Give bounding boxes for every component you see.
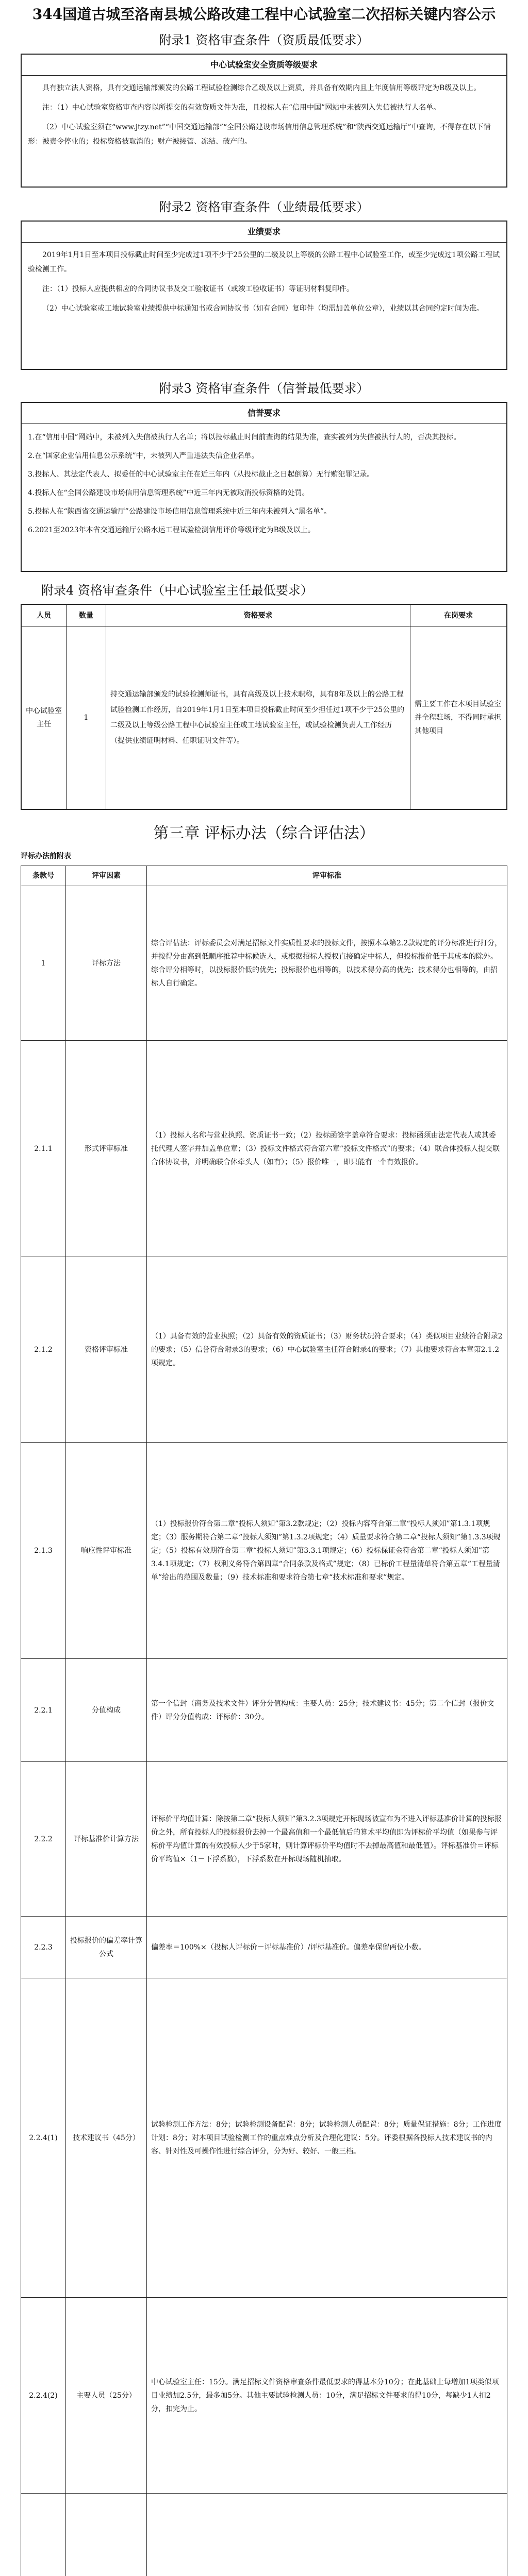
evaluation-standard: 综合评估法：评标委员会对满足招标文件实质性要求的投标文件，按照本章第2.2款规定的评分标准进行打分，并按得分由高到低顺序推荐中标候选人，或根据招标人授权直接确定中标人，但投标报价低于其成本的除外。综合评分相等时，以投标报价低的优先；投标报价也相等的，以技术得分高的优先；技术得分也相等的，由招标人自行确定。 [147,886,507,1041]
chapter3-title: 第三章 评标办法（综合评估法） [153,824,375,842]
appendix4-header-row [22,605,507,626]
appendix4-count: 1 [67,626,106,809]
appendix4-header: 数量 [67,605,106,626]
appendix3-item: 1.在“信用中国”网站中，未被列入失信被执行人名单；将以投标截止时间前查询的结果为准，查实被列为失信被执行人的，否决其投标。 [28,433,461,442]
appendix4-table-wrap [21,604,507,810]
evaluation-clause [21,2494,66,2576]
evaluation-standard: 中心试验室主任：15分。满足招标文件资格审查条件最低要求的得基本分10分；在此基础上每增加1项类似项目业绩加2.5分，最多加5分。其他主要试验检测人员：10分，满足招标文件要求的得10分，每缺少1人扣2分，扣完为止。 [147,2298,507,2494]
appendix1-box-title: 中心试验室安全资质等级要求 [22,55,506,76]
evaluation-row [21,1443,507,1659]
evaluation-clause: 2.2.4(1) [21,1978,66,2298]
appendix3-box [21,402,507,572]
evaluation-standard: 偏差率＝100%×（投标人评标价－评标基准价）/评标基准价。偏差率保留两位小数。 [147,1917,507,1978]
evaluation-clause: 2.2.1 [21,1659,66,1762]
evaluation-standard: 评标价平均值计算：除按第二章“投标人须知”第3.2.3项规定开标现场被宣布为不进入评标基准价计算的投标报价之外，所有投标人的投标报价去掉一个最高值和一个最低值后的算术平均值即为评标价平均值（如果参与评标价平均值计算的有效投标人少于5家时，则计算评标价平均值时不去掉最高值和最低值）。评标基准价＝评标价平均值×（1－下浮系数），下浮系数在开标现场随机抽取。 [147,1762,507,1917]
appendix4-header: 资格要求 [106,605,410,626]
evaluation-row [21,1041,507,1257]
evaluation-header-row [21,866,507,886]
evaluation-row [21,1257,507,1443]
appendix4-row [22,626,507,809]
appendix3-item: 2.在“国家企业信用信息公示系统”中，未被列入严重违法失信企业名单。 [28,452,259,460]
evaluation-standard: 试验检测工作方法：8分；试验检测设备配置：8分；试验检测人员配置：8分；质量保证措施：8分；工作进度计划：8分；对本项目试验检测工作的重点难点分析及合理化建议：5分。评委根据各投标人技术建议书的内容、针对性及可操作性进行综合评分，分为好、较好、一般三档。 [147,1978,507,2298]
evaluation-standard [147,2494,507,2576]
evaluation-header: 评审因素 [66,866,147,886]
appendix3-box-title: 信誉要求 [22,403,506,424]
appendix3-title: 附录3 资格审查条件（信誉最低要求） [159,381,369,396]
evaluation-clause: 2.2.4(2) [21,2298,66,2494]
evaluation-clause: 2.1.3 [21,1443,66,1659]
evaluation-row [21,1659,507,1762]
evaluation-row [21,2298,507,2494]
appendix3-item: 6.2021至2023年本省交通运输厅公路水运工程试验检测信用评价等级评定为B级及以上。 [28,526,315,534]
evaluation-row [21,886,507,1041]
appendix1-paragraph: 具有独立法人资格，具有交通运输部颁发的公路工程试验检测综合乙级及以上资质，并具备有效期内且上年度信用等级评定为B级及以上。 [42,84,481,92]
evaluation-standard: （1）投标人名称与营业执照、资质证书一致；（2）投标函签字盖章符合要求：投标函须由法定代表人或其委托代理人签字并加盖单位章；（3）投标文件格式符合第六章“投标文件格式”的要求；（4）联合体投标人提交联合体协议书，并明确联合体牵头人（如有）；（5）报价唯一，即只能有一个有效报价。 [147,1041,507,1257]
evaluation-factor [66,2494,147,2576]
appendix4-table [21,604,507,809]
evaluation-factor: 投标报价的偏差率计算公式 [66,1917,147,1978]
chapter3-subhead: 评标办法前附表 [21,852,71,860]
evaluation-row [21,1978,507,2298]
appendix2-paragraph: 2019年1月1日至本项目投标截止时间至少完成过1项不少于25公里的二级及以上等级的公路工程中心试验室工作，或至少完成过1项公路工程试验检测工作。 [28,251,500,274]
appendix1-paragraph: （2）中心试验室须在“www.jtzy.net”“中国交通运输部”“全国公路建设市场信用信息管理系统”和“陕西交通运输厅”中查询，不得存在以下情形：被责令停业的；投标资格被取消的；财产被接管、冻结、破产的。 [28,123,491,146]
appendix3-item: 3.投标人、其法定代表人、拟委任的中心试验室主任在近三年内（从投标截止之日起倒算）无行贿犯罪记录。 [28,470,374,479]
appendix4-requirements: 持交通运输部颁发的试验检测师证书，具有高级及以上技术职称，具有8年及以上的公路工程试验检测工作经历，自2019年1月1日至本项目投标截止时间至少担任过1项不少于25公里的二级及以上等级公路工程中心试验室主任或工地试验室主任，或试验检测负责人工作经历（提供业绩证明材料、任职证明文件等）。 [106,626,410,809]
evaluation-header: 评审标准 [147,866,507,886]
appendix1-box [21,54,507,188]
evaluation-row [21,1917,507,1978]
appendix2-box [21,221,507,370]
appendix4-person: 中心试验室主任 [22,626,67,809]
evaluation-factor: 评标基准价计算方法 [66,1762,147,1917]
evaluation-standard: （1）具备有效的营业执照；（2）具备有效的资质证书；（3）财务状况符合要求；（4）类似项目业绩符合附录2的要求；（5）信誉符合附录3的要求；（6）中心试验室主任符合附录4的要求；（7）其他要求符合本章第2.1.2项规定。 [147,1257,507,1443]
evaluation-row [21,2494,507,2576]
appendix4-header: 在岗要求 [410,605,507,626]
appendix1-title: 附录1 资格审查条件（资质最低要求） [159,33,369,47]
appendix2-paragraph: 注：（1）投标人应提供相应的合同协议书及交工验收证书（或竣工验收证书）等证明材料复印件。 [42,285,354,293]
evaluation-standard: 第一个信封（商务及技术文件）评分分值构成：主要人员：25分；技术建议书：45分；第二个信封（报价文件）评分分值构成：评标价：30分。 [147,1659,507,1762]
appendix2-title: 附录2 资格审查条件（业绩最低要求） [159,200,369,214]
appendix1-body [22,76,506,159]
appendix3-item: 5.投标人在“陕西省交通运输厅”公路建设市场信用信息管理系统中近三年内未被列入“黑名单”。 [28,507,331,516]
appendix4-onsite: 需主要工作在本项目试验室并全程驻场，不得同时承担其他项目 [410,626,507,809]
evaluation-header: 条款号 [21,866,66,886]
evaluation-factor: 评标方法 [66,886,147,1041]
appendix4-title: 附录4 资格审查条件（中心试验室主任最低要求） [41,583,313,598]
evaluation-factor: 技术建议书（45分） [66,1978,147,2298]
evaluation-factor: 资格评审标准 [66,1257,147,1443]
evaluation-clause: 1 [21,886,66,1041]
evaluation-table-wrap [21,866,507,2576]
evaluation-clause: 2.2.3 [21,1917,66,1978]
appendix2-box-title: 业绩要求 [22,222,506,243]
evaluation-clause: 2.1.2 [21,1257,66,1443]
appendix1-paragraph: 注：（1）中心试验室资格审查内容以所提交的有效资质文件为准，且投标人在“信用中国”网站中未被列入失信被执行人名单。 [42,104,441,112]
evaluation-factor: 响应性评审标准 [66,1443,147,1659]
evaluation-row [21,1762,507,1917]
evaluation-clause: 2.2.2 [21,1762,66,1917]
appendix4-header: 人员 [22,605,67,626]
evaluation-factor: 分值构成 [66,1659,147,1762]
appendix2-body [22,243,506,326]
appendix2-paragraph: （2）中心试验室或工地试验室业绩提供中标通知书或合同协议书（如有合同）复印件（均需加盖单位公章），业绩以其合同约定时间为准。 [42,304,484,313]
appendix3-item: 4.投标人在“全国公路建设市场信用信息管理系统”中近三年内无被取消投标资格的处罚。 [28,489,309,497]
evaluation-clause: 2.1.1 [21,1041,66,1257]
appendix3-body [22,424,506,543]
document-title: 344国道古城至洛南县城公路改建工程中心试验室二次招标关键内容公示 [32,6,496,23]
evaluation-standard: （1）投标报价符合第二章“投标人须知”第3.2款规定；（2）投标内容符合第二章“投标人须知”第1.3.1项规定；（3）服务期符合第二章“投标人须知”第1.3.2项规定；（4）质量要求符合第二章“投标人须知”第1.3.3项规定；（5）投标有效期符合第二章“投标人须知”第3.3.1项规定；（6）投标保证金符合第二章“投标人须知”第3.4.1项规定；（7）权利义务符合第四章“合同条款及格式”规定；（8）已标价工程量清单符合第五章“工程量清单”给出的范围及数量；（9）技术标准和要求符合第七章“技术标准和要求”规定。 [147,1443,507,1659]
evaluation-factor: 形式评审标准 [66,1041,147,1257]
evaluation-table [21,866,507,2576]
evaluation-factor: 主要人员（25分） [66,2298,147,2494]
